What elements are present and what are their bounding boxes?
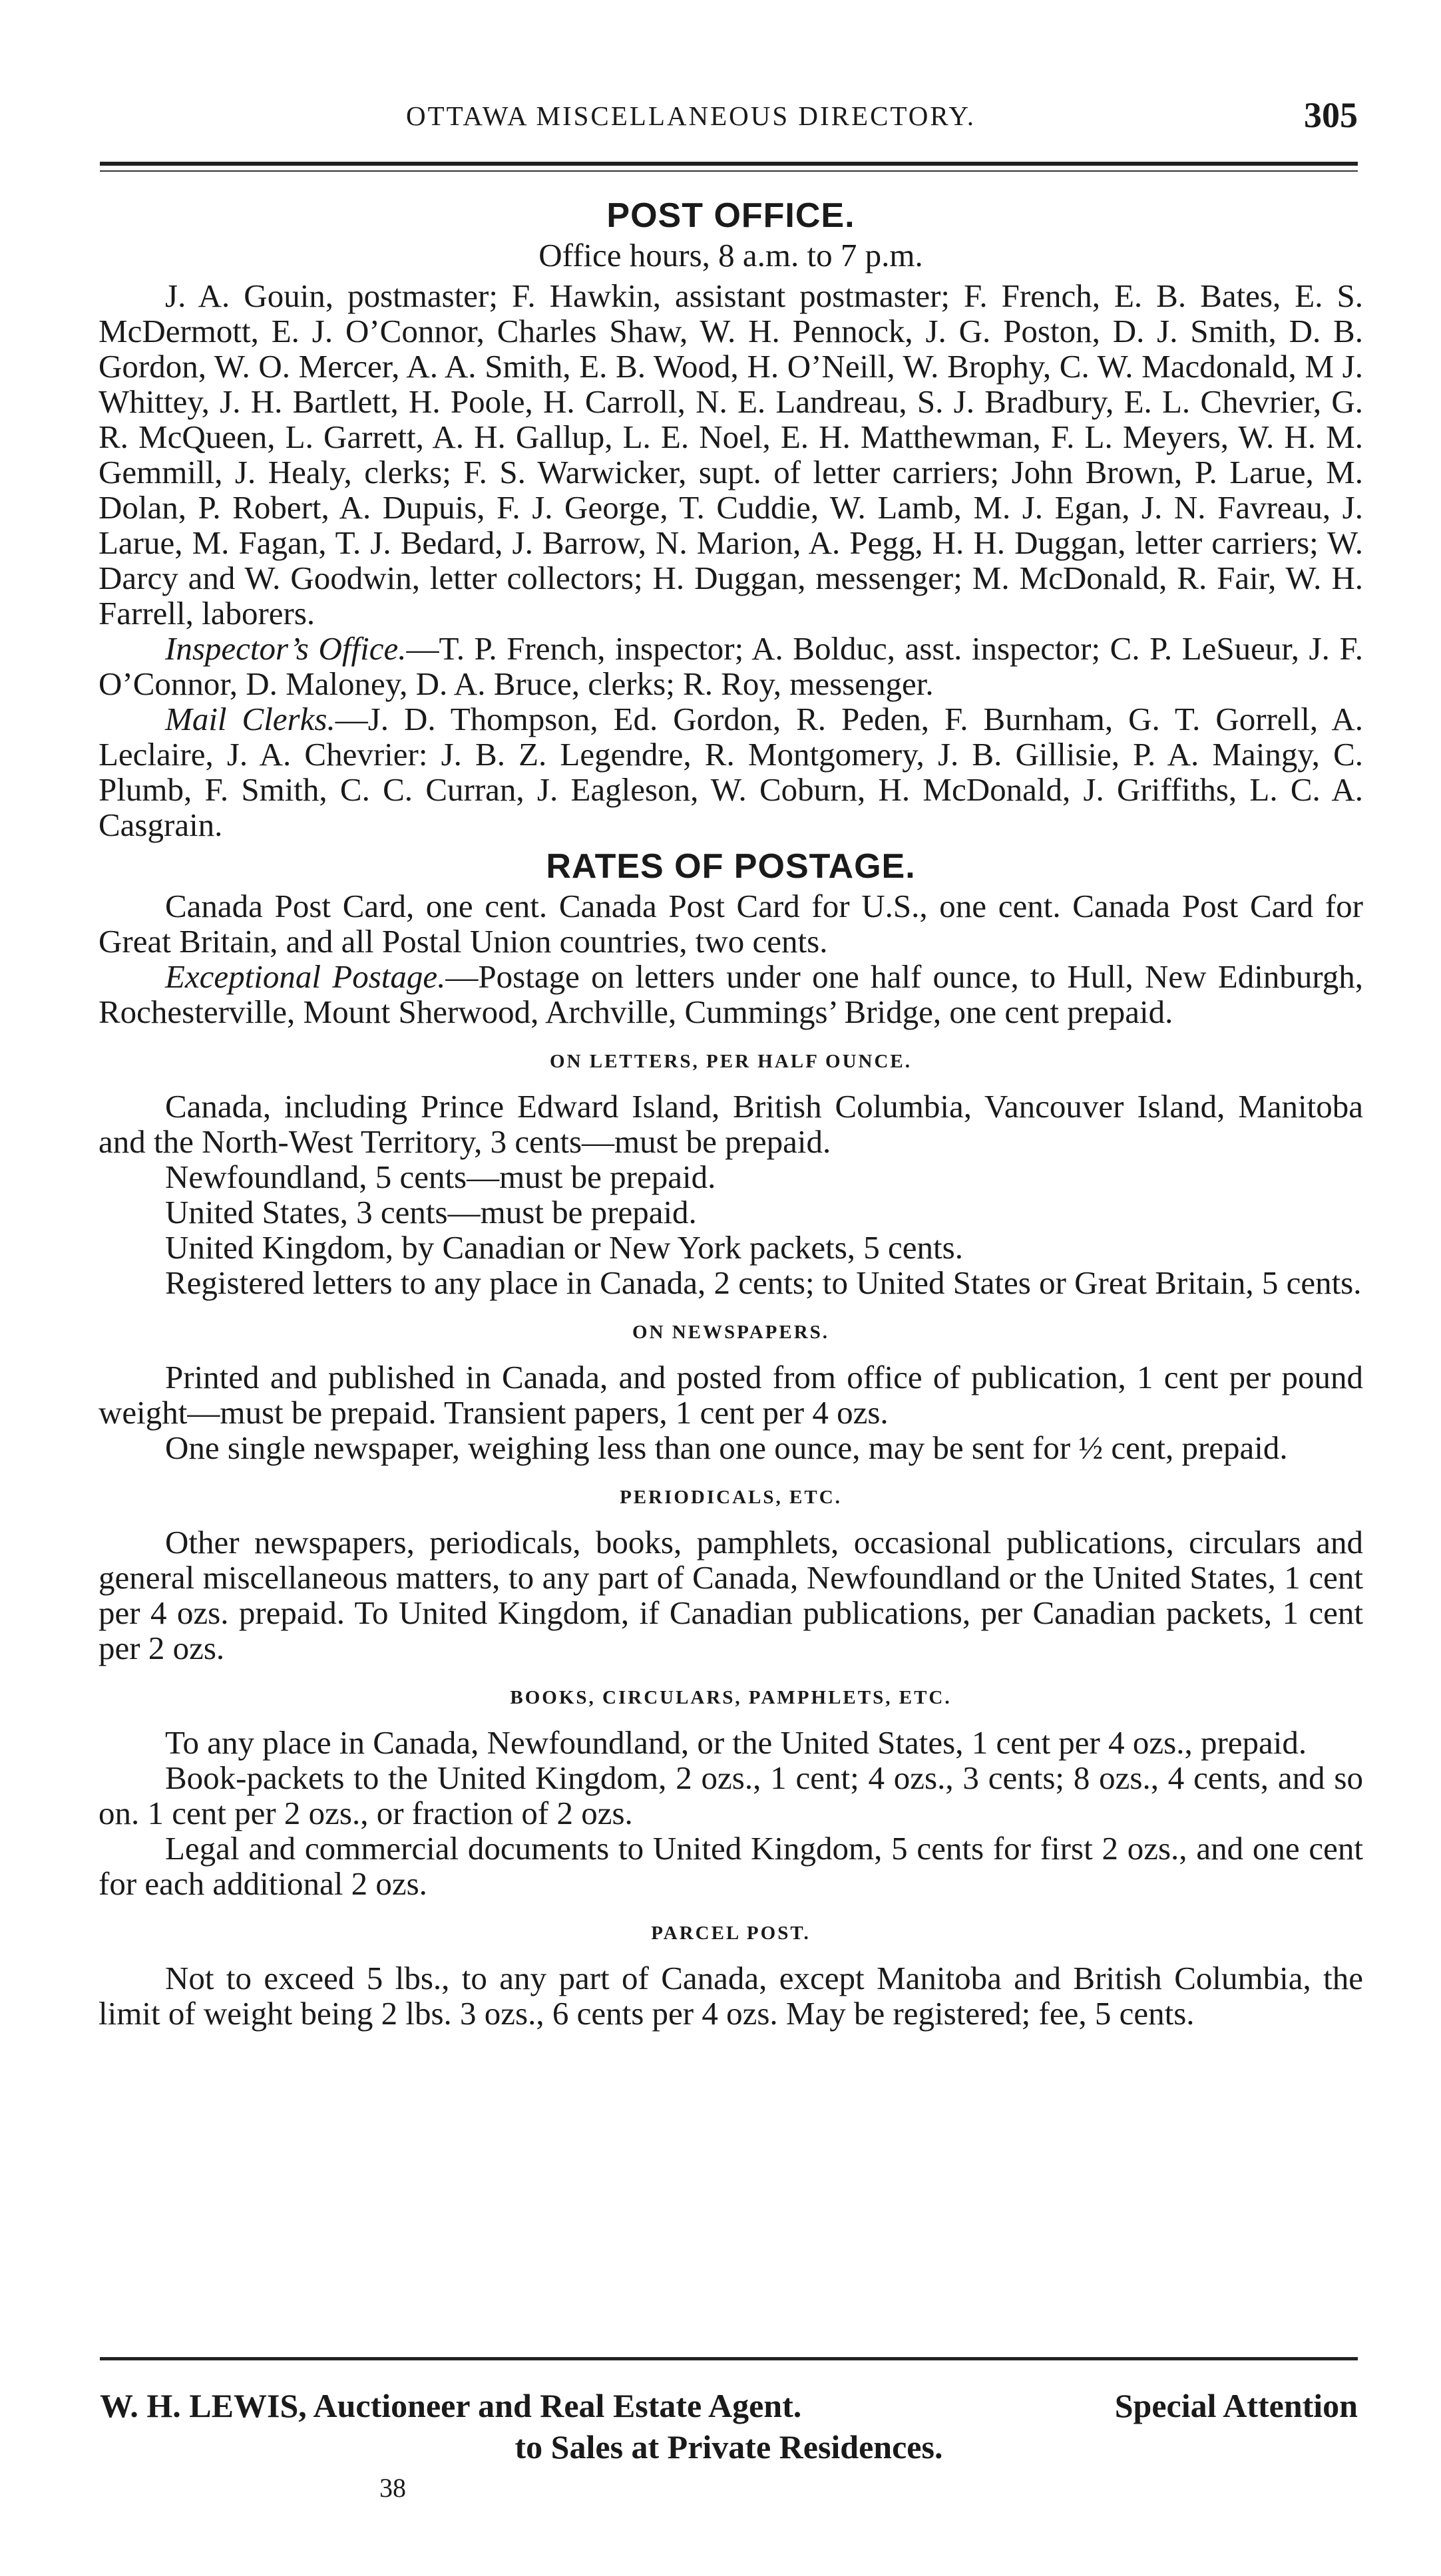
newspapers-paragraph: Printed and published in Canada, and posted from office of publication, 1 cent per pound weight—must be prepaid. Transient papers, 1 cent per 4 ozs. bbox=[99, 1359, 1363, 1431]
advertiser-name: W. H. LEWIS, Auctioneer and Real Estate Agent. bbox=[100, 2387, 802, 2424]
footer-rule bbox=[100, 2357, 1358, 2360]
books-heading: BOOKS, CIRCULARS, PAMPHLETS, ETC. bbox=[510, 1687, 952, 1708]
letters-heading: ON LETTERS, PER HALF OUNCE. bbox=[550, 1051, 912, 1072]
page-number: 305 bbox=[1304, 95, 1358, 135]
periodicals-heading: PERIODICALS, ETC. bbox=[620, 1487, 842, 1508]
mail-clerks-paragraph bbox=[99, 701, 1363, 842]
exceptional-paragraph bbox=[99, 959, 1363, 1029]
letters-paragraph: United States, 3 cents—must be prepaid. bbox=[165, 1194, 697, 1230]
signature-mark: 38 bbox=[379, 2473, 406, 2503]
inspector-text: —T. P. French, inspector; A. Bolduc, asst. inspector; C. P. LeSueur, J. F. O’Connor, D. Maloney, D. A. Bruce, clerks; R. Roy, messenger. bbox=[99, 630, 1363, 702]
books-paragraph: Legal and commercial documents to United Kingdom, 5 cents for first 2 ozs., and one cent for each additional 2 ozs. bbox=[99, 1830, 1363, 1902]
inspector-label: Inspector’s Office. bbox=[165, 630, 407, 667]
parcel-post-heading: PARCEL POST. bbox=[651, 1923, 811, 1944]
exceptional-label: Exceptional Postage. bbox=[165, 958, 446, 995]
post-office-title: POST OFFICE. bbox=[606, 196, 855, 235]
parcel-post-paragraph: Not to exceed 5 lbs., to any part of Canada, except Manitoba and British Columbia, the limit of weight being 2 lbs. 3 ozs., 6 cents per 4 ozs. May be registered; fee, 5 cents. bbox=[99, 1960, 1363, 2032]
exceptional-text: —Postage on letters under one half ounce, to Hull, New Edinburgh, Rochesterville, Mount Sherwood, Archville, Cummings’ Bridge, one cent prepaid. bbox=[99, 958, 1363, 1030]
letters-paragraph: United Kingdom, by Canadian or New York packets, 5 cents. bbox=[165, 1229, 963, 1266]
header-rule-thick bbox=[100, 162, 1358, 166]
books-paragraph: To any place in Canada, Newfoundland, or the United States, 1 cent per 4 ozs., prepaid. bbox=[165, 1724, 1307, 1761]
inspector-paragraph bbox=[99, 631, 1363, 701]
running-head bbox=[100, 95, 1358, 140]
books-paragraph: Book-packets to the United Kingdom, 2 ozs., 1 cent; 4 ozs., 3 cents; 8 ozs., 4 cents, and so on. 1 cent per 2 ozs., or fraction of 2 ozs. bbox=[99, 1759, 1363, 1831]
periodicals-paragraph: Other newspapers, periodicals, books, pamphlets, occasional publications, circulars and general miscellaneous matters, to any part of Canada, Newfoundland or the United States, 1 cent per 4 ozs. prepaid. To United Kingdom, if Canadian publications, per Canadian packets, 1 cent per 2 ozs. bbox=[99, 1524, 1363, 1666]
letters-paragraph: Canada, including Prince Edward Island, British Columbia, Vancouver Island, Manitoba and the North-West Territory, 3 cents—must be prepaid. bbox=[99, 1088, 1363, 1160]
newspapers-heading: ON NEWSPAPERS. bbox=[632, 1322, 830, 1343]
mail-clerks-label: Mail Clerks. bbox=[165, 701, 335, 737]
newspapers-paragraph: One single newspaper, weighing less than one ounce, may be sent for ½ cent, prepaid. bbox=[165, 1429, 1288, 1466]
advertisement-continuation: to Sales at Private Residences. bbox=[515, 2428, 943, 2466]
staff-paragraph: J. A. Gouin, postmaster; F. Hawkin, assistant postmaster; F. French, E. B. Bates, E. S. McDermott, E. J. O’Connor, Charles Shaw, W. H. Pennock, J. G. Poston, D. J. Smith, D. B. Gordon, W. O. Mercer, A. A. Smith, E. B. Wood, H. O’Neill, W. Brophy, C. W. Macdonald, M J. Whittey, J. H. Bartlett, H. Poole, H. Carroll, N. E. Landreau, S. J. Bradbury, E. L. Chevrier, G. R. McQueen, L. Garrett, A. H. Gallup, L. E. Noel, E. H. Matthewman, F. L. Meyers, W. H. M. Gemmill, J. Healy, clerks; F. S. Warwicker, supt. of letter carriers; John Brown, P. Larue, M. Dolan, P. Robert, A. Dupuis, F. J. George, T. Cuddie, W. Lamb, M. J. Egan, J. N. Favreau, J. Larue, M. Fagan, T. J. Bedard, J. Barrow, N. Marion, A. Pegg, H. H. Duggan, letter carriers; W. Darcy and W. Goodwin, letter collectors; H. Duggan, messenger; M. McDonald, R. Fair, W. H. Farrell, laborers. bbox=[99, 277, 1363, 632]
page-body bbox=[99, 192, 1363, 2031]
rates-title: RATES OF POSTAGE. bbox=[546, 847, 916, 886]
header-rule-thin bbox=[100, 170, 1358, 172]
post-card-paragraph: Canada Post Card, one cent. Canada Post Card for U.S., one cent. Canada Post Card for Great Britain, and all Postal Union countries, two cents. bbox=[99, 888, 1363, 960]
running-title: OTTAWA MISCELLANEOUS DIRECTORY. bbox=[406, 100, 976, 131]
mail-clerks-text: —J. D. Thompson, Ed. Gordon, R. Peden, F. Burnham, G. T. Gorrell, A. Leclaire, J. A. Chevrier: J. B. Z. Legendre, R. Montgomery, J. B. Gillisie, P. A. Maingy, C. Plumb, F. Smith, C. C. Curran, J. Eagleson, W. Coburn, H. McDonald, J. Griffiths, L. C. A. Casgrain. bbox=[99, 701, 1363, 843]
advertisement bbox=[100, 2386, 1358, 2467]
letters-paragraph: Newfoundland, 5 cents—must be prepaid. bbox=[165, 1159, 716, 1195]
office-hours: Office hours, 8 a.m. to 7 p.m. bbox=[538, 237, 923, 274]
advertisement-attention: Special Attention bbox=[1114, 2387, 1358, 2424]
advertisement-line bbox=[100, 2386, 1358, 2427]
letters-paragraph: Registered letters to any place in Canada, 2 cents; to United States or Great Britain, 5 cents. bbox=[165, 1264, 1362, 1301]
